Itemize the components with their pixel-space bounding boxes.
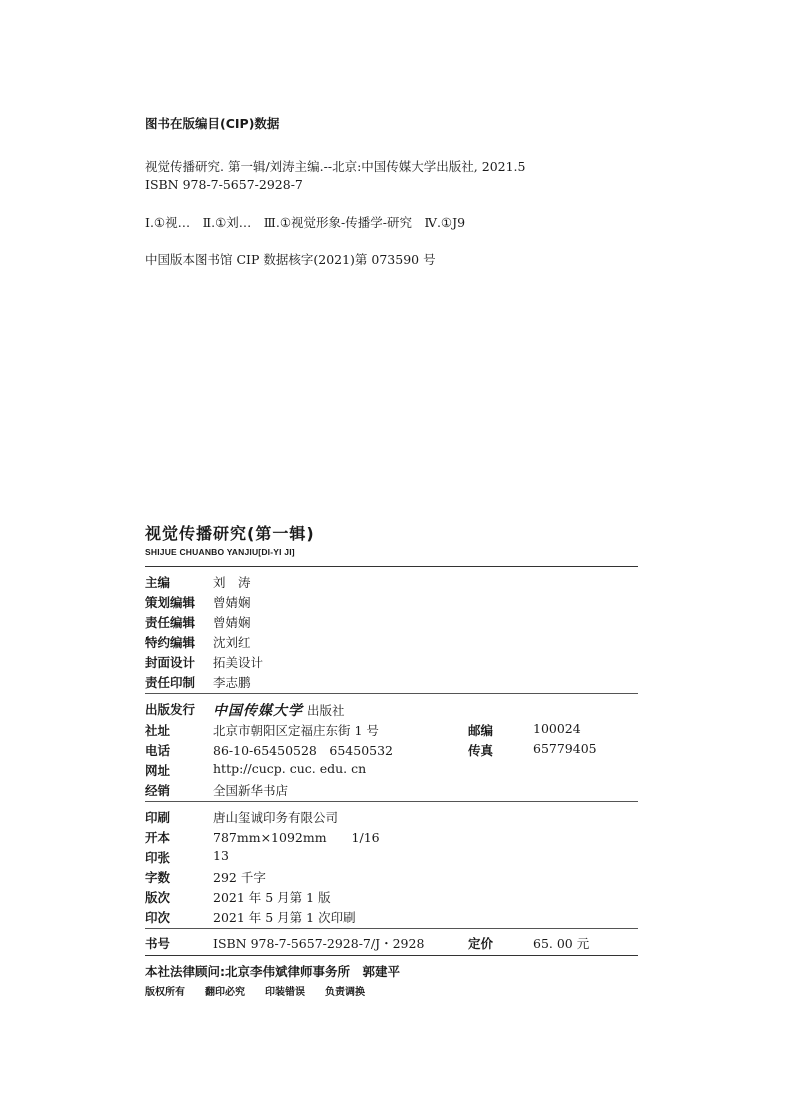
credit-value: 曾婧娴	[213, 615, 251, 630]
rights-item: 印装错误	[265, 987, 305, 998]
credit-row-print-manager	[145, 673, 638, 691]
phone-value: 86-10-65450528 65450532	[213, 743, 394, 758]
credit-row-responsible-editor	[145, 613, 638, 631]
printing-label: 印刷	[145, 810, 171, 825]
printing-label: 版次	[145, 890, 171, 905]
credit-label: 责任编辑	[145, 615, 196, 630]
printing-value: 唐山玺诚印务有限公司	[213, 810, 339, 825]
printing-label: 印张	[145, 850, 171, 865]
legal-counsel: 本社法律顾问:北京李伟斌律师事务所 郭建平	[145, 964, 400, 979]
price-value: 65. 00 元	[533, 936, 590, 951]
book-title: 视觉传播研究(第一辑)	[145, 524, 315, 543]
publisher-logo: 中国传媒大学	[213, 703, 303, 719]
address-label: 社址	[145, 723, 171, 738]
credit-value: 拓美设计	[213, 655, 264, 670]
printing-label: 字数	[145, 870, 171, 885]
publisher-row	[145, 700, 638, 718]
isbn-label: 书号	[145, 936, 171, 951]
divider-bottom	[145, 955, 638, 956]
rights-item: 负责调换	[325, 987, 365, 998]
rights-notice	[145, 983, 385, 998]
publisher-name	[213, 700, 345, 720]
isbn-price-row	[145, 934, 638, 952]
distributor-value: 全国新华书店	[213, 783, 289, 798]
divider-printing	[145, 801, 638, 802]
credit-row-editor	[145, 573, 638, 591]
credit-row-special-editor	[145, 633, 638, 651]
postcode-value: 100024	[533, 721, 581, 736]
printing-value: 2021 年 5 月第 1 次印刷	[213, 910, 356, 925]
printing-value: 292 千字	[213, 870, 266, 885]
credit-row-planning-editor	[145, 593, 638, 611]
website-value: http://cucp. cuc. edu. cn	[213, 761, 367, 776]
rights-item: 翻印必究	[205, 987, 245, 998]
price-label: 定价	[468, 936, 494, 951]
website-label: 网址	[145, 763, 171, 778]
printing-label: 开本	[145, 830, 171, 845]
printing-row-format	[145, 828, 638, 846]
credit-row-cover-design	[145, 653, 638, 671]
printing-value: 13	[213, 848, 229, 863]
publisher-suffix: 出版社	[307, 703, 345, 718]
website-row	[145, 761, 638, 779]
isbn-value: ISBN 978-7-5657-2928-7/J・2928	[213, 936, 425, 951]
rights-item: 版权所有	[145, 987, 185, 998]
phone-row	[145, 741, 638, 759]
divider-publisher	[145, 693, 638, 694]
distributor-label: 经销	[145, 783, 171, 798]
divider-isbn	[145, 928, 638, 929]
printing-label: 印次	[145, 910, 171, 925]
fax-label: 传真	[468, 743, 494, 758]
printing-row-sheets	[145, 848, 638, 866]
credit-label: 责任印制	[145, 675, 196, 690]
credit-value: 沈刘红	[213, 635, 251, 650]
address-row	[145, 721, 638, 739]
postcode-label: 邮编	[468, 723, 494, 738]
printing-row-word-count	[145, 868, 638, 886]
credit-value: 曾婧娴	[213, 595, 251, 610]
printing-value: 2021 年 5 月第 1 版	[213, 890, 331, 905]
credit-label: 特约编辑	[145, 635, 196, 650]
cip-record-number: 中国版本图书馆 CIP 数据核字(2021)第 073590 号	[145, 252, 436, 267]
phone-label: 电话	[145, 743, 171, 758]
cip-isbn-line: ISBN 978-7-5657-2928-7	[145, 177, 303, 192]
address-value: 北京市朝阳区定福庄东街 1 号	[213, 723, 379, 738]
printing-row-printer	[145, 808, 638, 826]
divider-top	[145, 566, 638, 567]
credit-label: 策划编辑	[145, 595, 196, 610]
credit-value: 李志鹏	[213, 675, 251, 690]
credit-value: 刘 涛	[213, 575, 251, 590]
cip-title-line: 视觉传播研究. 第一辑/刘涛主编.--北京:中国传媒大学出版社, 2021.5	[145, 159, 526, 174]
fax-value: 65779405	[533, 741, 597, 756]
book-pinyin-title: SHIJUE CHUANBO YANJIU[DI-YI JI]	[145, 547, 295, 557]
distributor-row	[145, 781, 638, 799]
cip-heading: 图书在版编目(CIP)数据	[145, 116, 280, 131]
credit-label: 封面设计	[145, 655, 196, 670]
printing-row-edition	[145, 888, 638, 906]
publisher-label: 出版发行	[145, 702, 196, 717]
printing-value: 787mm×1092mm 1/16	[213, 830, 380, 845]
printing-row-impression	[145, 908, 638, 926]
cip-classification-line: Ⅰ.①视… Ⅱ.①刘… Ⅲ.①视觉形象-传播学-研究 Ⅳ.①J9	[145, 215, 466, 230]
credit-label: 主编	[145, 575, 171, 590]
